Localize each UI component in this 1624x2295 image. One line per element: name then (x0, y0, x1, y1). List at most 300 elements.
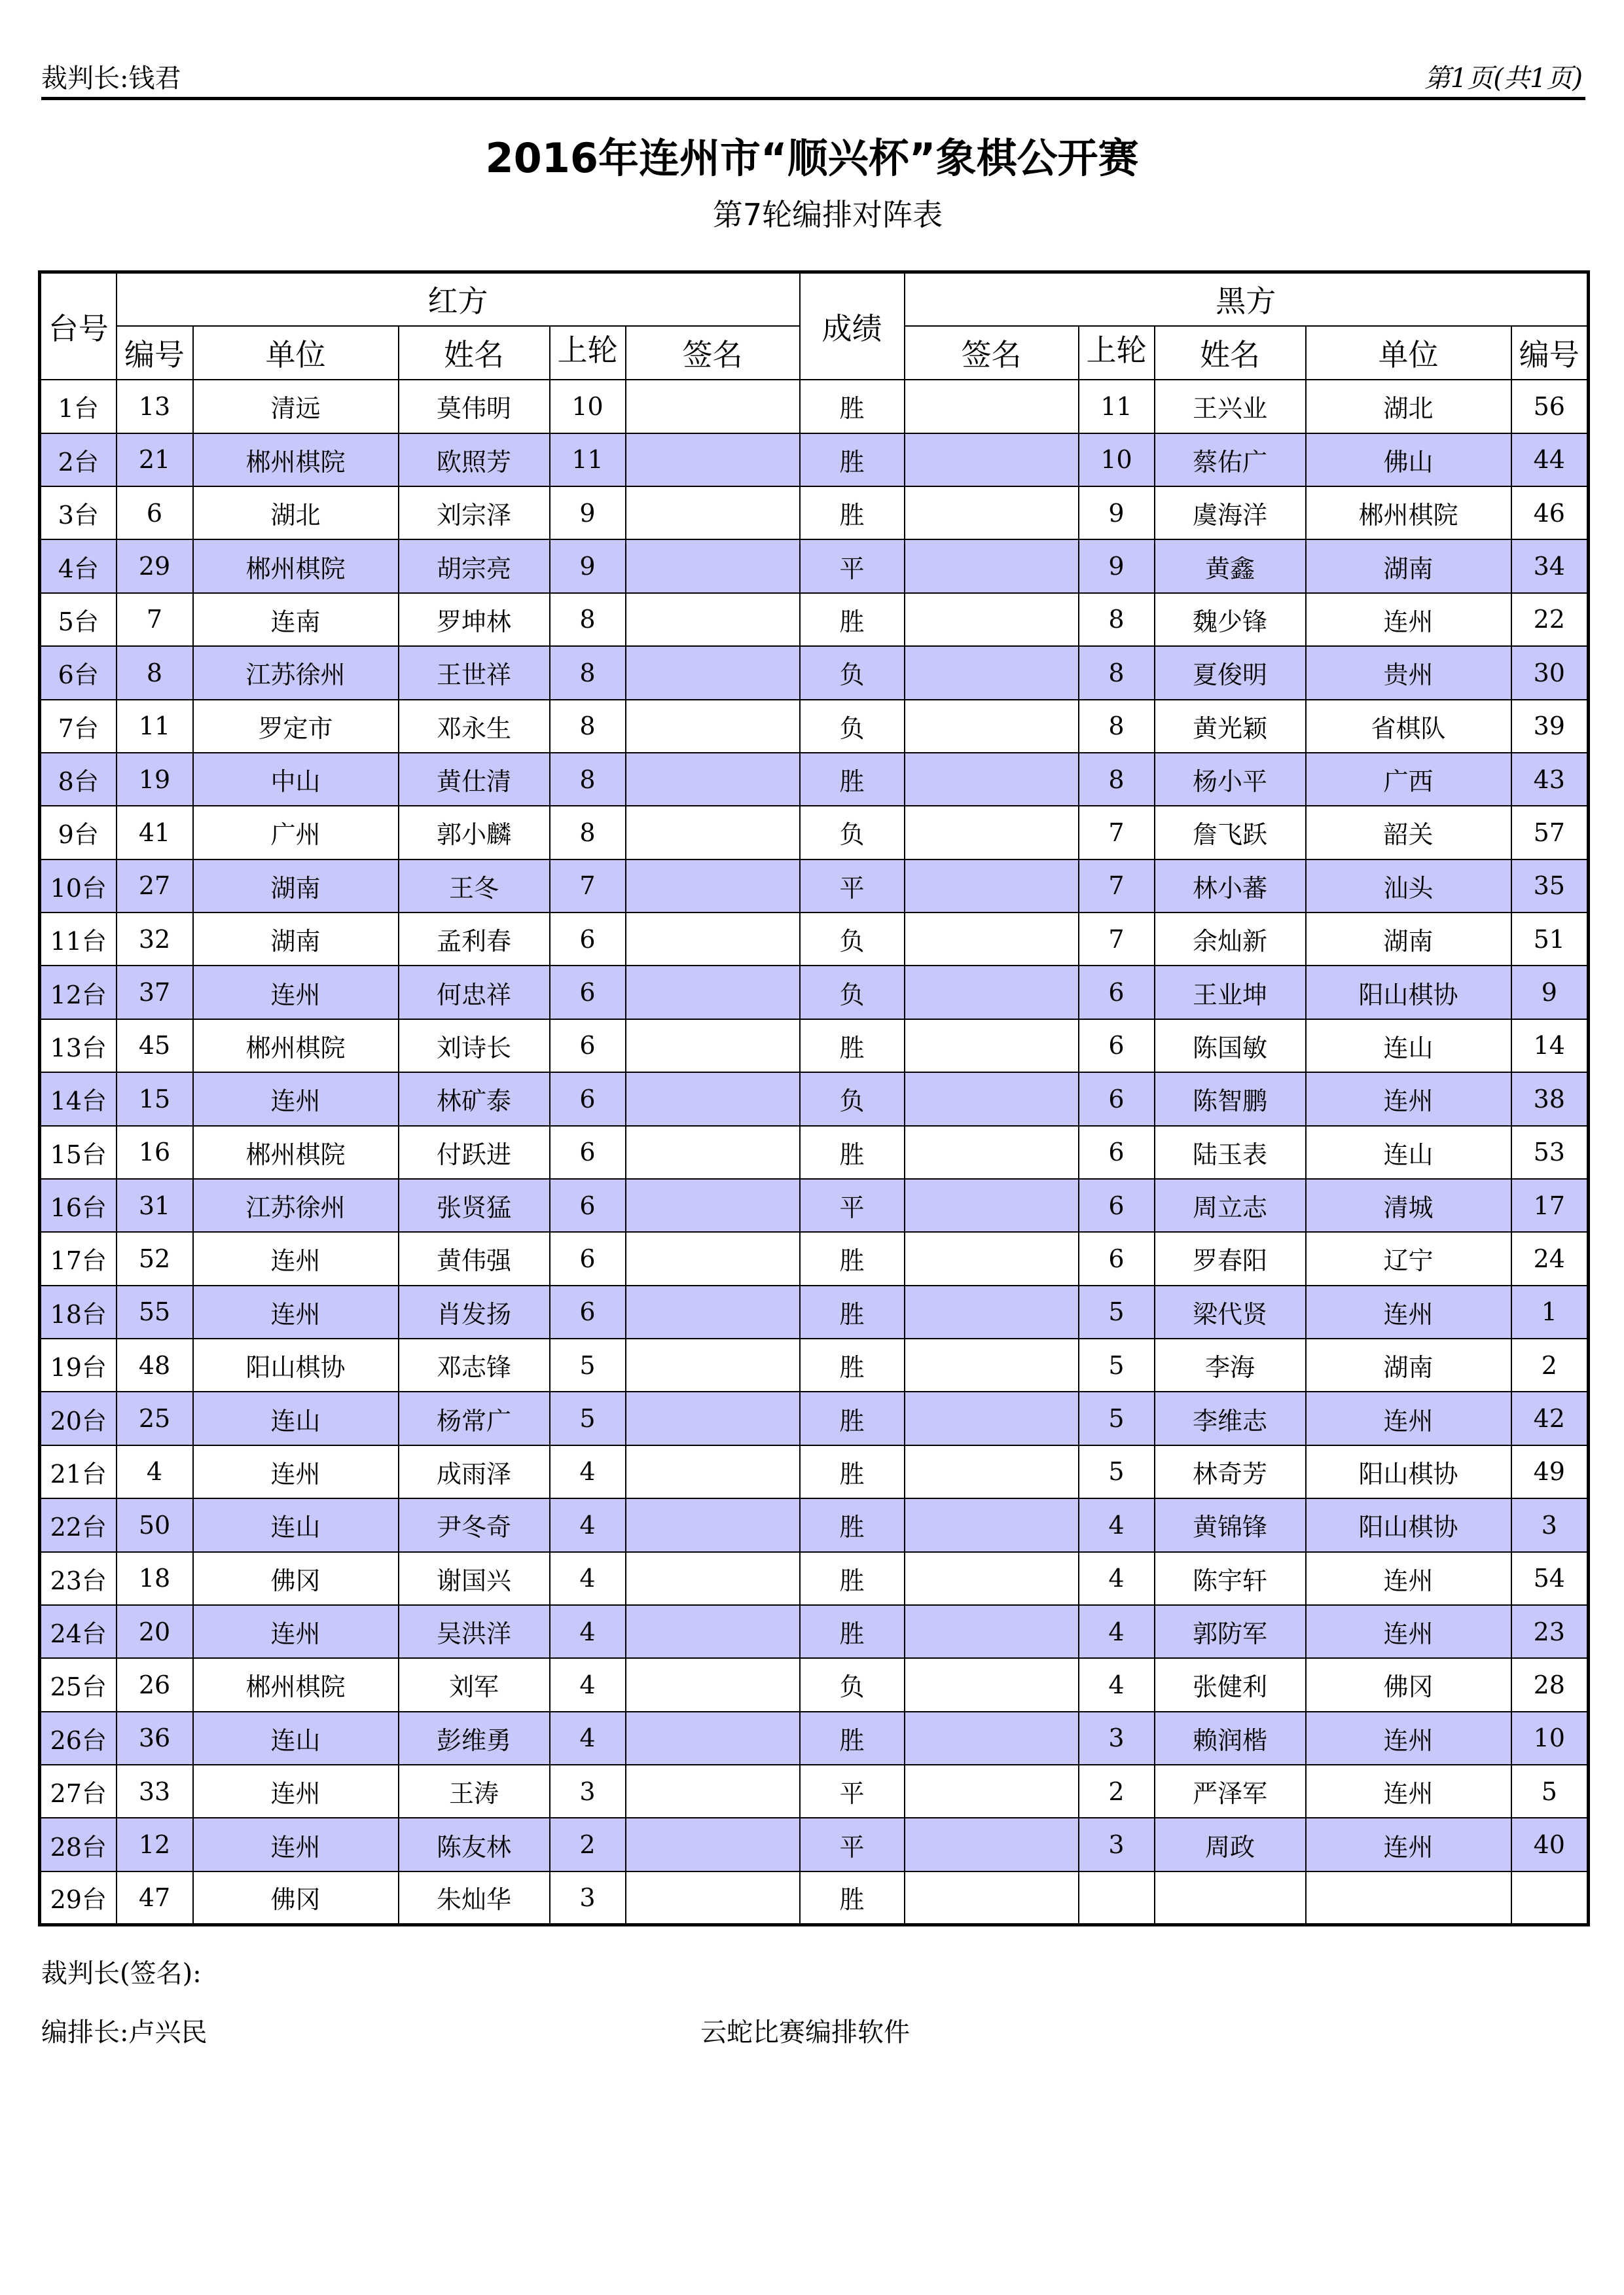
table-row (40, 1605, 1589, 1658)
table-row (40, 1339, 1589, 1392)
red-sign-cell (626, 646, 800, 699)
red-name-cell: 林矿泰 (399, 1072, 550, 1125)
pairing-table (38, 270, 1590, 1926)
red-id-cell: 15 (117, 1072, 193, 1125)
black-id-cell: 57 (1511, 806, 1589, 859)
red-prev-cell: 8 (550, 646, 626, 699)
red-unit-cell: 佛冈 (193, 1552, 399, 1605)
page-title: 2016年连州市“顺兴杯”象棋公开赛 (485, 134, 1139, 182)
red-prev-cell: 9 (550, 539, 626, 592)
result-cell: 胜 (800, 433, 905, 486)
red-unit-cell: 罗定市 (193, 700, 399, 753)
red-prev-cell: 6 (550, 913, 626, 966)
red-prev-cell: 5 (550, 1392, 626, 1445)
black-unit-cell: 汕头 (1306, 859, 1511, 913)
table-row (40, 1712, 1589, 1765)
table-row (40, 913, 1589, 966)
red-id-cell: 13 (117, 380, 193, 433)
red-unit-cell: 中山 (193, 753, 399, 806)
black-id-cell: 1 (1511, 1286, 1589, 1339)
red-unit-cell: 郴州棋院 (193, 433, 399, 486)
black-prev-cell: 2 (1079, 1765, 1155, 1818)
black-id-cell: 2 (1511, 1339, 1589, 1392)
black-prev-cell: 4 (1079, 1498, 1155, 1551)
black-sign-cell (905, 646, 1079, 699)
black-unit-cell: 佛冈 (1306, 1658, 1511, 1711)
red-id-cell: 31 (117, 1179, 193, 1232)
header-black-name: 姓名 (1155, 326, 1306, 380)
red-id-cell: 52 (117, 1232, 193, 1285)
page-indicator: 第1页(共1页) (1424, 63, 1583, 94)
red-name-cell: 吴洪洋 (399, 1605, 550, 1658)
table-row (40, 1232, 1589, 1285)
red-name-cell: 陈友林 (399, 1818, 550, 1871)
black-prev-cell: 8 (1079, 646, 1155, 699)
red-prev-cell: 2 (550, 1818, 626, 1871)
black-prev-cell: 3 (1079, 1712, 1155, 1765)
red-prev-cell: 3 (550, 1871, 626, 1925)
red-unit-cell: 连南 (193, 593, 399, 646)
result-cell: 平 (800, 1765, 905, 1818)
header-red-name: 姓名 (399, 326, 550, 380)
header-red-sign: 签名 (626, 326, 800, 380)
black-prev-cell: 7 (1079, 913, 1155, 966)
black-name-cell: 周立志 (1155, 1179, 1306, 1232)
red-name-cell: 郭小麟 (399, 806, 550, 859)
black-name-cell: 魏少锋 (1155, 593, 1306, 646)
black-id-cell: 40 (1511, 1818, 1589, 1871)
black-id-cell: 30 (1511, 646, 1589, 699)
black-name-cell: 林奇芳 (1155, 1445, 1306, 1498)
red-name-cell: 肖发扬 (399, 1286, 550, 1339)
red-unit-cell: 江苏徐州 (193, 1179, 399, 1232)
black-sign-cell (905, 380, 1079, 433)
table-no-cell: 17台 (40, 1232, 117, 1285)
black-id-cell: 51 (1511, 913, 1589, 966)
black-unit-cell (1306, 1871, 1511, 1925)
table-row (40, 1871, 1589, 1925)
black-sign-cell (905, 1019, 1079, 1072)
black-id-cell: 43 (1511, 753, 1589, 806)
red-id-cell: 11 (117, 700, 193, 753)
black-unit-cell: 阳山棋协 (1306, 966, 1511, 1019)
red-sign-cell (626, 1019, 800, 1072)
red-name-cell: 刘军 (399, 1658, 550, 1711)
red-name-cell: 王冬 (399, 859, 550, 913)
black-name-cell: 余灿新 (1155, 913, 1306, 966)
black-name-cell: 虞海洋 (1155, 486, 1306, 539)
black-name-cell: 王兴业 (1155, 380, 1306, 433)
red-unit-cell: 湖南 (193, 859, 399, 913)
table-row (40, 1498, 1589, 1551)
result-cell: 胜 (800, 1871, 905, 1925)
result-cell: 平 (800, 539, 905, 592)
table-row (40, 1658, 1589, 1711)
black-name-cell: 郭防军 (1155, 1605, 1306, 1658)
red-name-cell: 彭维勇 (399, 1712, 550, 1765)
black-id-cell: 49 (1511, 1445, 1589, 1498)
black-id-cell: 24 (1511, 1232, 1589, 1285)
black-id-cell: 3 (1511, 1498, 1589, 1551)
black-prev-cell: 9 (1079, 539, 1155, 592)
software-credit: 云蛇比赛编排软件 (700, 2017, 910, 2048)
black-prev-cell: 6 (1079, 1179, 1155, 1232)
black-unit-cell: 连州 (1306, 1392, 1511, 1445)
black-prev-cell: 8 (1079, 700, 1155, 753)
black-name-cell: 蔡佑广 (1155, 433, 1306, 486)
result-cell: 平 (800, 1179, 905, 1232)
black-sign-cell (905, 1871, 1079, 1925)
black-id-cell: 54 (1511, 1552, 1589, 1605)
red-unit-cell: 郴州棋院 (193, 1658, 399, 1711)
table-no-cell: 27台 (40, 1765, 117, 1818)
red-name-cell: 王涛 (399, 1765, 550, 1818)
red-unit-cell: 连州 (193, 1818, 399, 1871)
red-prev-cell: 4 (550, 1552, 626, 1605)
table-no-cell: 16台 (40, 1179, 117, 1232)
red-name-cell: 黄伟强 (399, 1232, 550, 1285)
table-no-cell: 28台 (40, 1818, 117, 1871)
result-cell: 负 (800, 806, 905, 859)
black-sign-cell (905, 1605, 1079, 1658)
black-name-cell (1155, 1871, 1306, 1925)
table-row (40, 1126, 1589, 1179)
black-sign-cell (905, 1552, 1079, 1605)
black-prev-cell: 7 (1079, 859, 1155, 913)
table-row (40, 380, 1589, 433)
table-no-cell: 19台 (40, 1339, 117, 1392)
table-no-cell: 7台 (40, 700, 117, 753)
red-unit-cell: 连山 (193, 1712, 399, 1765)
red-sign-cell (626, 1658, 800, 1711)
red-unit-cell: 清远 (193, 380, 399, 433)
black-unit-cell: 郴州棋院 (1306, 486, 1511, 539)
red-sign-cell (626, 1765, 800, 1818)
red-sign-cell (626, 913, 800, 966)
black-sign-cell (905, 1818, 1079, 1871)
black-unit-cell: 湖南 (1306, 539, 1511, 592)
black-sign-cell (905, 1392, 1079, 1445)
table-no-cell: 25台 (40, 1658, 117, 1711)
table-no-cell: 3台 (40, 486, 117, 539)
table-row (40, 1765, 1589, 1818)
table-row (40, 966, 1589, 1019)
red-prev-cell: 6 (550, 1286, 626, 1339)
red-prev-cell: 9 (550, 486, 626, 539)
black-prev-cell (1079, 1871, 1155, 1925)
black-name-cell: 陈国敏 (1155, 1019, 1306, 1072)
black-prev-cell: 6 (1079, 1072, 1155, 1125)
black-sign-cell (905, 593, 1079, 646)
black-sign-cell (905, 859, 1079, 913)
black-sign-cell (905, 1445, 1079, 1498)
red-prev-cell: 8 (550, 806, 626, 859)
result-cell: 胜 (800, 1712, 905, 1765)
red-unit-cell: 连州 (193, 1765, 399, 1818)
black-prev-cell: 5 (1079, 1392, 1155, 1445)
red-name-cell: 王世祥 (399, 646, 550, 699)
result-cell: 胜 (800, 1498, 905, 1551)
black-id-cell: 53 (1511, 1126, 1589, 1179)
black-sign-cell (905, 1286, 1079, 1339)
red-sign-cell (626, 1445, 800, 1498)
header-red-group: 红方 (117, 272, 800, 326)
red-name-cell: 谢国兴 (399, 1552, 550, 1605)
table-row (40, 1019, 1589, 1072)
black-sign-cell (905, 1232, 1079, 1285)
black-name-cell: 陈宇轩 (1155, 1552, 1306, 1605)
red-sign-cell (626, 1392, 800, 1445)
black-prev-cell: 9 (1079, 486, 1155, 539)
black-name-cell: 杨小平 (1155, 753, 1306, 806)
red-unit-cell: 佛冈 (193, 1871, 399, 1925)
red-sign-cell (626, 1552, 800, 1605)
red-id-cell: 18 (117, 1552, 193, 1605)
red-sign-cell (626, 700, 800, 753)
black-sign-cell (905, 700, 1079, 753)
red-id-cell: 50 (117, 1498, 193, 1551)
red-id-cell: 32 (117, 913, 193, 966)
black-id-cell (1511, 1871, 1589, 1925)
black-sign-cell (905, 1658, 1079, 1711)
result-cell: 胜 (800, 1392, 905, 1445)
black-name-cell: 王业坤 (1155, 966, 1306, 1019)
red-prev-cell: 4 (550, 1712, 626, 1765)
black-id-cell: 44 (1511, 433, 1589, 486)
red-id-cell: 48 (117, 1339, 193, 1392)
table-row (40, 1552, 1589, 1605)
result-cell: 负 (800, 1658, 905, 1711)
black-prev-cell: 11 (1079, 380, 1155, 433)
black-sign-cell (905, 1339, 1079, 1392)
red-id-cell: 55 (117, 1286, 193, 1339)
black-unit-cell: 连山 (1306, 1126, 1511, 1179)
red-prev-cell: 4 (550, 1658, 626, 1711)
table-row (40, 1179, 1589, 1232)
red-id-cell: 26 (117, 1658, 193, 1711)
red-sign-cell (626, 1072, 800, 1125)
red-unit-cell: 连山 (193, 1498, 399, 1551)
black-prev-cell: 10 (1079, 433, 1155, 486)
black-sign-cell (905, 539, 1079, 592)
table-no-cell: 15台 (40, 1126, 117, 1179)
red-id-cell: 33 (117, 1765, 193, 1818)
table-no-cell: 4台 (40, 539, 117, 592)
header-red-id: 编号 (117, 326, 193, 380)
red-id-cell: 27 (117, 859, 193, 913)
red-sign-cell (626, 380, 800, 433)
red-sign-cell (626, 1232, 800, 1285)
black-prev-cell: 6 (1079, 1019, 1155, 1072)
black-unit-cell: 连州 (1306, 1552, 1511, 1605)
red-unit-cell: 江苏徐州 (193, 646, 399, 699)
result-cell: 胜 (800, 380, 905, 433)
red-id-cell: 29 (117, 539, 193, 592)
red-unit-cell: 连州 (193, 1605, 399, 1658)
red-unit-cell: 连州 (193, 966, 399, 1019)
red-prev-cell: 5 (550, 1339, 626, 1392)
red-prev-cell: 6 (550, 1019, 626, 1072)
red-id-cell: 6 (117, 486, 193, 539)
table-no-cell: 11台 (40, 913, 117, 966)
red-sign-cell (626, 1286, 800, 1339)
red-id-cell: 4 (117, 1445, 193, 1498)
black-id-cell: 39 (1511, 700, 1589, 753)
red-prev-cell: 6 (550, 1179, 626, 1232)
table-row (40, 486, 1589, 539)
table-no-cell: 13台 (40, 1019, 117, 1072)
red-sign-cell (626, 1339, 800, 1392)
table-row (40, 1818, 1589, 1871)
black-id-cell: 28 (1511, 1658, 1589, 1711)
table-no-cell: 21台 (40, 1445, 117, 1498)
red-unit-cell: 湖南 (193, 913, 399, 966)
table-no-cell: 10台 (40, 859, 117, 913)
table-row (40, 1445, 1589, 1498)
black-prev-cell: 6 (1079, 1126, 1155, 1179)
header-result: 成绩 (800, 272, 905, 380)
black-name-cell: 夏俊明 (1155, 646, 1306, 699)
black-id-cell: 56 (1511, 380, 1589, 433)
table-row (40, 700, 1589, 753)
black-name-cell: 林小蕃 (1155, 859, 1306, 913)
header-table-no: 台号 (40, 272, 117, 380)
black-sign-cell (905, 966, 1079, 1019)
table-no-cell: 29台 (40, 1871, 117, 1925)
black-id-cell: 38 (1511, 1072, 1589, 1125)
red-prev-cell: 6 (550, 1072, 626, 1125)
black-name-cell: 陈智鹏 (1155, 1072, 1306, 1125)
red-unit-cell: 连州 (193, 1072, 399, 1125)
red-id-cell: 7 (117, 593, 193, 646)
red-id-cell: 19 (117, 753, 193, 806)
red-sign-cell (626, 1179, 800, 1232)
black-prev-cell: 4 (1079, 1658, 1155, 1711)
red-id-cell: 47 (117, 1871, 193, 1925)
black-unit-cell: 连州 (1306, 1605, 1511, 1658)
table-no-cell: 26台 (40, 1712, 117, 1765)
red-id-cell: 36 (117, 1712, 193, 1765)
red-name-cell: 尹冬奇 (399, 1498, 550, 1551)
black-name-cell: 陆玉表 (1155, 1126, 1306, 1179)
red-sign-cell (626, 1126, 800, 1179)
black-prev-cell: 4 (1079, 1605, 1155, 1658)
table-no-cell: 23台 (40, 1552, 117, 1605)
black-unit-cell: 佛山 (1306, 433, 1511, 486)
black-unit-cell: 连州 (1306, 1286, 1511, 1339)
chief-referee-signature: 裁判长(签名): (41, 1959, 202, 1989)
red-unit-cell: 广州 (193, 806, 399, 859)
table-no-cell: 2台 (40, 433, 117, 486)
black-unit-cell: 连州 (1306, 1818, 1511, 1871)
black-unit-cell: 韶关 (1306, 806, 1511, 859)
result-cell: 负 (800, 1072, 905, 1125)
table-row (40, 859, 1589, 913)
red-id-cell: 37 (117, 966, 193, 1019)
red-sign-cell (626, 1712, 800, 1765)
black-name-cell: 严泽军 (1155, 1765, 1306, 1818)
table-no-cell: 8台 (40, 753, 117, 806)
black-sign-cell (905, 1498, 1079, 1551)
red-prev-cell: 8 (550, 700, 626, 753)
black-name-cell: 詹飞跃 (1155, 806, 1306, 859)
black-name-cell: 张健利 (1155, 1658, 1306, 1711)
black-unit-cell: 阳山棋协 (1306, 1445, 1511, 1498)
black-sign-cell (905, 913, 1079, 966)
black-sign-cell (905, 806, 1079, 859)
red-id-cell: 20 (117, 1605, 193, 1658)
red-unit-cell: 阳山棋协 (193, 1339, 399, 1392)
result-cell: 胜 (800, 1232, 905, 1285)
black-id-cell: 17 (1511, 1179, 1589, 1232)
header-red-prev: 上轮 (550, 326, 626, 380)
black-name-cell: 李维志 (1155, 1392, 1306, 1445)
black-prev-cell: 3 (1079, 1818, 1155, 1871)
black-id-cell: 23 (1511, 1605, 1589, 1658)
black-prev-cell: 7 (1079, 806, 1155, 859)
red-name-cell: 邓志锋 (399, 1339, 550, 1392)
black-sign-cell (905, 1072, 1079, 1125)
red-sign-cell (626, 1818, 800, 1871)
table-row (40, 539, 1589, 592)
table-no-cell: 14台 (40, 1072, 117, 1125)
result-cell: 负 (800, 646, 905, 699)
table-row (40, 433, 1589, 486)
red-name-cell: 杨常广 (399, 1392, 550, 1445)
table-row (40, 806, 1589, 859)
black-unit-cell: 连州 (1306, 1765, 1511, 1818)
result-cell: 胜 (800, 1445, 905, 1498)
table-no-cell: 5台 (40, 593, 117, 646)
black-unit-cell: 清城 (1306, 1179, 1511, 1232)
result-cell: 平 (800, 1818, 905, 1871)
red-name-cell: 邓永生 (399, 700, 550, 753)
red-prev-cell: 4 (550, 1605, 626, 1658)
black-sign-cell (905, 753, 1079, 806)
table-row (40, 646, 1589, 699)
red-sign-cell (626, 433, 800, 486)
black-unit-cell: 连州 (1306, 593, 1511, 646)
red-unit-cell: 连州 (193, 1445, 399, 1498)
red-sign-cell (626, 966, 800, 1019)
black-unit-cell: 阳山棋协 (1306, 1498, 1511, 1551)
red-unit-cell: 郴州棋院 (193, 1019, 399, 1072)
red-sign-cell (626, 806, 800, 859)
black-name-cell: 黄光颖 (1155, 700, 1306, 753)
result-cell: 胜 (800, 1605, 905, 1658)
result-cell: 胜 (800, 1286, 905, 1339)
table-no-cell: 9台 (40, 806, 117, 859)
red-unit-cell: 郴州棋院 (193, 539, 399, 592)
red-prev-cell: 6 (550, 966, 626, 1019)
table-no-cell: 6台 (40, 646, 117, 699)
red-unit-cell: 湖北 (193, 486, 399, 539)
header-black-prev: 上轮 (1079, 326, 1155, 380)
black-prev-cell: 8 (1079, 753, 1155, 806)
black-id-cell: 46 (1511, 486, 1589, 539)
table-no-cell: 24台 (40, 1605, 117, 1658)
black-unit-cell: 湖南 (1306, 1339, 1511, 1392)
red-unit-cell: 连州 (193, 1286, 399, 1339)
red-name-cell: 成雨泽 (399, 1445, 550, 1498)
table-no-cell: 18台 (40, 1286, 117, 1339)
red-id-cell: 45 (117, 1019, 193, 1072)
red-name-cell: 朱灿华 (399, 1871, 550, 1925)
result-cell: 胜 (800, 1552, 905, 1605)
black-sign-cell (905, 1126, 1079, 1179)
red-prev-cell: 6 (550, 1232, 626, 1285)
black-id-cell: 35 (1511, 859, 1589, 913)
